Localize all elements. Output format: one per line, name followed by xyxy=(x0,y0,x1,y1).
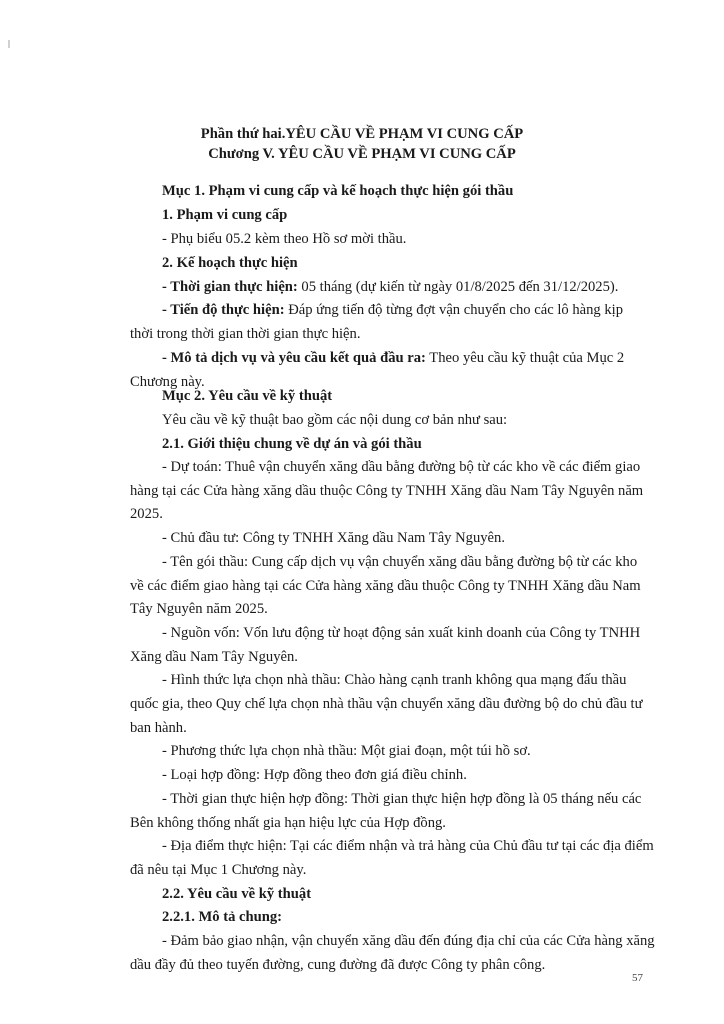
part-heading: Phần thứ hai.YÊU CẦU VỀ PHẠM VI CUNG CẤP xyxy=(200,126,524,142)
subsection-1-title: 1. Phạm vi cung cấp xyxy=(162,207,288,223)
section-2-title: Mục 2. Yêu cầu về kỹ thuật xyxy=(162,388,333,404)
body-line: ban hành. xyxy=(130,719,187,736)
body-line: - Thời gian thực hiện hợp đồng: Thời gian thực hiện hợp đồng là 05 tháng nếu các xyxy=(162,790,642,807)
body-line: - Tên gói thầu: Cung cấp dịch vụ vận chuyển xăng dầu bằng đường bộ từ các kho xyxy=(162,553,638,570)
subsection-1-text: - Phụ biểu 05.2 kèm theo Hồ sơ mời thầu. xyxy=(162,231,407,247)
progress-text: Đáp ứng tiến độ từng đợt vận chuyển cho các lô hàng kịp xyxy=(284,302,623,318)
desc-line xyxy=(162,351,624,366)
time-label: - Thời gian thực hiện: xyxy=(162,279,298,295)
desc-label: - Mô tả dịch vụ và yêu cầu kết quả đầu ra: xyxy=(162,350,426,366)
body-line: hàng tại các Cửa hàng xăng dầu thuộc Công ty TNHH Xăng dầu Nam Tây Nguyên năm xyxy=(130,482,644,499)
time-line xyxy=(162,280,618,295)
body-line: về các điểm giao hàng tại các Cửa hàng xăng dầu thuộc Công ty TNHH Xăng dầu Nam xyxy=(130,577,641,594)
body-line: dầu đầy đủ theo tuyến đường, cung đường đã được Công ty phân công. xyxy=(130,956,546,973)
body-line: Tây Nguyên năm 2025. xyxy=(130,601,268,618)
body-line: - Nguồn vốn: Vốn lưu động từ hoạt động sản xuất kinh doanh của Công ty TNHH xyxy=(162,624,641,641)
section-1-title: Mục 1. Phạm vi cung cấp và kế hoạch thực hiện gói thầu xyxy=(162,183,514,199)
body-line: Xăng dầu Nam Tây Nguyên. xyxy=(130,648,298,665)
body-line: - Dự toán: Thuê vận chuyển xăng dầu bằng đường bộ từ các kho về các điểm giao xyxy=(162,459,641,475)
subsection-2-1-title: 2.1. Giới thiệu chung về dự án và gói thầu xyxy=(162,436,422,452)
subsection-2-title: 2. Kế hoạch thực hiện xyxy=(162,255,298,271)
subsection-2-2-1-title: 2.2.1. Mô tả chung: xyxy=(162,909,282,926)
body-line: - Địa điểm thực hiện: Tại các điểm nhận và trả hàng của Chủ đầu tư tại các địa điểm xyxy=(162,838,654,855)
body-line: - Đảm bảo giao nhận, vận chuyển xăng dầu đến đúng địa chỉ của các Cửa hàng xăng xyxy=(162,933,655,949)
body-line: đã nêu tại Mục 1 Chương này. xyxy=(130,861,307,878)
desc-line-2: Chương này. xyxy=(130,374,205,390)
scan-mark xyxy=(8,40,10,48)
body-line: - Hình thức lựa chọn nhà thầu: Chào hàng cạnh tranh không qua mạng đấu thầu xyxy=(162,672,627,689)
section-2-intro: Yêu cầu về kỹ thuật bao gồm các nội dung cơ bản như sau: xyxy=(162,412,508,428)
progress-label: - Tiến độ thực hiện: xyxy=(162,302,285,318)
chapter-heading: Chương V. YÊU CẦU VỀ PHẠM VI CUNG CẤP xyxy=(208,146,516,162)
progress-line-2: thời trong thời gian thời gian thực hiện. xyxy=(130,326,361,342)
subsection-2-2-title: 2.2. Yêu cầu về kỹ thuật xyxy=(162,885,312,902)
time-text: 05 tháng (dự kiến từ ngày 01/8/2025 đến 31/12/2025). xyxy=(297,279,619,295)
body-line: - Chủ đầu tư: Công ty TNHH Xăng dầu Nam Tây Nguyên. xyxy=(162,530,505,547)
page-number: 57 xyxy=(632,972,643,984)
body-line: 2025. xyxy=(130,506,163,523)
body-line: - Phương thức lựa chọn nhà thầu: Một giai đoạn, một túi hồ sơ. xyxy=(162,743,531,760)
desc-text: Theo yêu cầu kỹ thuật của Mục 2 xyxy=(425,350,625,366)
body-line: - Loại hợp đồng: Hợp đồng theo đơn giá điều chỉnh. xyxy=(162,767,467,784)
progress-line xyxy=(162,303,623,318)
body-line: Bên không thống nhất gia hạn hiệu lực của Hợp đồng. xyxy=(130,814,446,831)
body-line: quốc gia, theo Quy chế lựa chọn nhà thầu vận chuyển xăng dầu đường bộ do chủ đầu tư xyxy=(130,696,643,712)
